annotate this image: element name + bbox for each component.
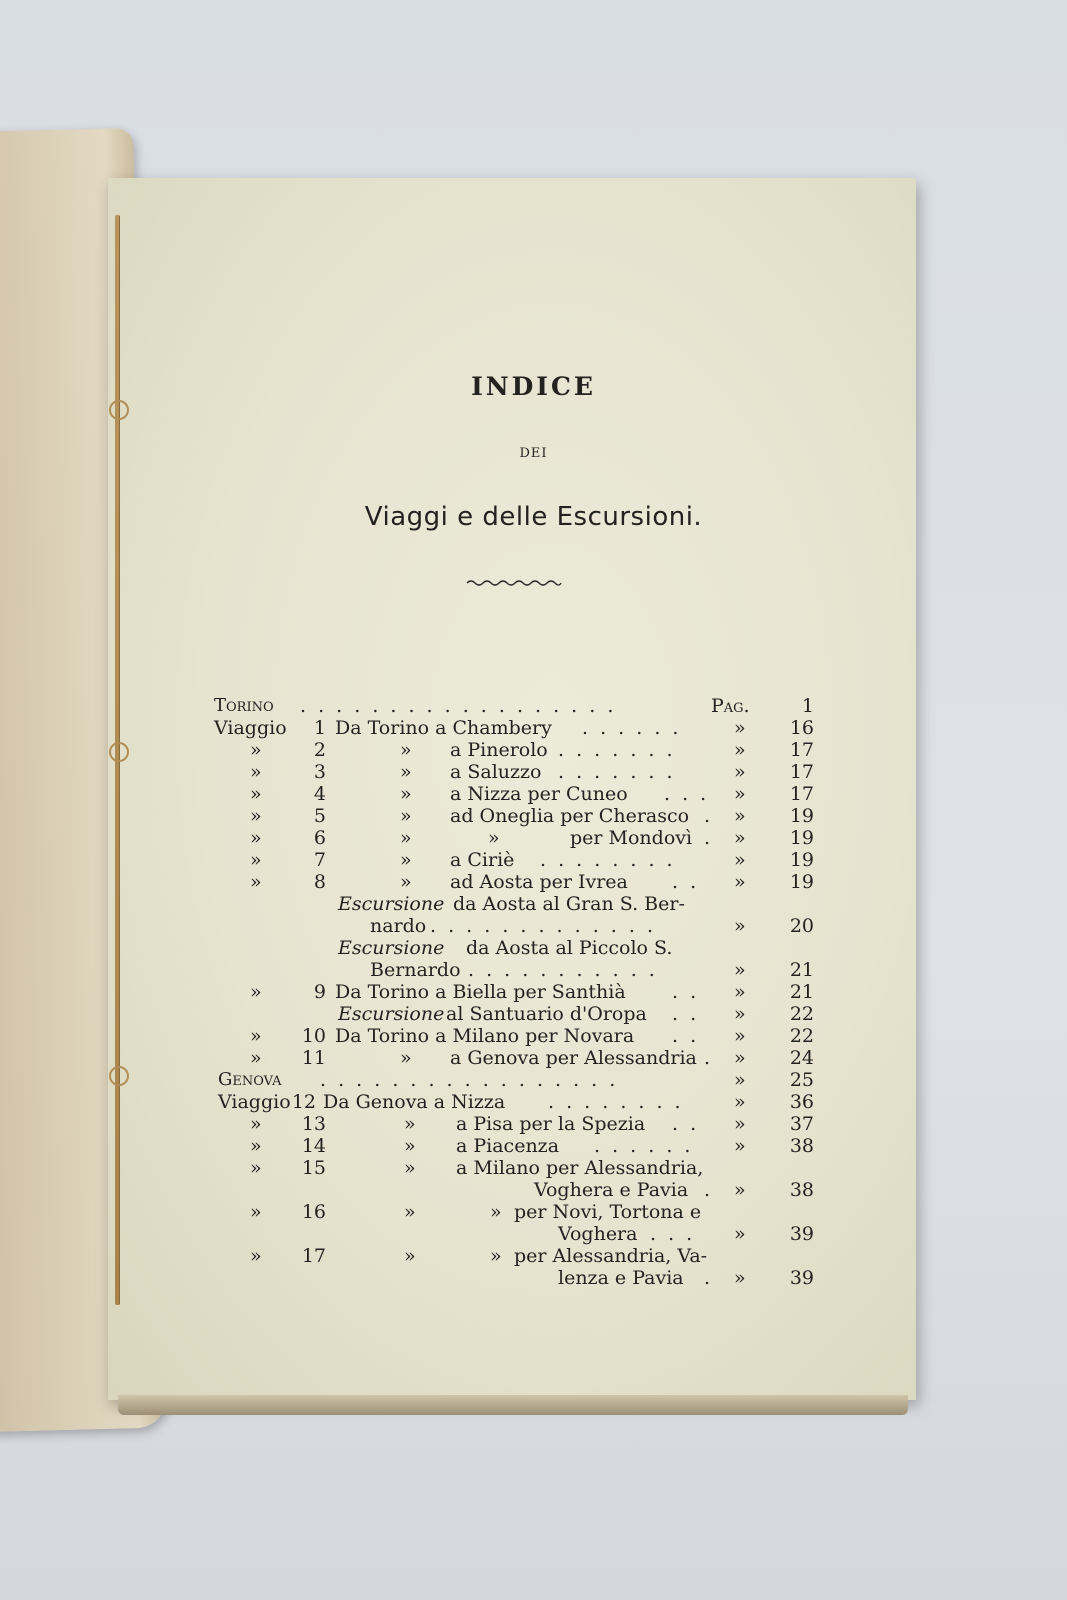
trip-text: a Nizza per Cuneo [450,783,628,805]
trip-number: 6 [313,827,326,849]
escursione-text: Bernardo [370,959,461,981]
ditto-mark: » [734,959,746,981]
ditto-mark: » [734,739,746,761]
ditto-mark: » [250,871,262,893]
ditto-mark: » [250,981,262,1003]
page-number: 25 [789,1069,814,1091]
ditto-mark: » [734,1223,746,1245]
ditto-mark: » [400,849,412,871]
trip-text: a Piacenza [456,1135,560,1157]
toc-row-v9 [0,981,1067,1003]
ditto-mark: » [400,1047,412,1069]
trip-text: a Genova per Alessandria [450,1047,697,1069]
toc-row-v3 [0,761,1067,783]
leader-dots: . . [672,1003,700,1025]
toc-row-v17 [0,1245,1067,1267]
page-number: 38 [789,1179,814,1201]
trip-number: 16 [301,1201,326,1223]
trip-text: Da Torino a Milano per Novara [335,1025,635,1047]
ditto-mark: » [250,739,262,761]
ditto-mark: » [404,1135,416,1157]
ditto-mark: » [734,849,746,871]
trip-number: 4 [313,783,326,805]
ditto-mark: » [404,1113,416,1135]
trip-number: 15 [301,1157,326,1179]
ditto-mark: » [400,739,412,761]
ditto-mark: » [400,761,412,783]
ditto-mark: » [734,981,746,1003]
trip-number: 2 [313,739,326,761]
toc-row-v16-cont [0,1223,1067,1245]
leader-dots: . . . . . . . . . . . . . . . . . . [300,695,617,717]
toc-row-torino [0,695,1067,717]
escursione-text: al Santuario d'Oropa [446,1003,647,1025]
escursione-text: nardo [370,915,427,937]
leader-dots: . [704,827,714,849]
page-number: 24 [789,1047,814,1069]
toc-row-v14 [0,1135,1067,1157]
ditto-mark: » [734,1091,746,1113]
ditto-mark: » [734,915,746,937]
trip-text: Da Torino a Chambery [335,717,552,739]
ditto-mark: » [734,761,746,783]
leader-dots: . . . [664,783,710,805]
page-number: 20 [789,915,814,937]
ditto-mark: » [250,1201,262,1223]
leader-dots: . . . . . . . . . . . [468,959,658,981]
ditto-mark: » [250,1025,262,1047]
viaggio-label: Viaggio [218,1091,291,1113]
toc-row-v2 [0,739,1067,761]
trip-text: Da Torino a Biella per Santhià [335,981,626,1003]
trip-text: a Milano per Alessandria, [456,1157,704,1179]
toc-row-v1 [0,717,1067,739]
ditto-mark: » [250,1157,262,1179]
ditto-mark: » [250,849,262,871]
leader-dots: . . [672,1113,700,1135]
ditto-mark: » [734,1179,746,1201]
ditto-mark: » [250,761,262,783]
toc-row-v12 [0,1091,1067,1113]
toc-row-escursione-3 [0,1003,1067,1025]
leader-dots: . [704,805,714,827]
escursione-label: Escursione [338,893,445,915]
ditto-mark: » [734,1047,746,1069]
toc-row-v4 [0,783,1067,805]
ditto-mark: » [734,783,746,805]
trip-text: per Mondovì [570,827,693,849]
ditto-mark: » [400,827,412,849]
toc-row-v15-cont [0,1179,1067,1201]
leader-dots: . . [672,981,700,1003]
toc-row-v6 [0,827,1067,849]
ditto-mark: » [250,1113,262,1135]
page-number: 16 [789,717,814,739]
leader-dots: . . . . . . . [558,761,676,783]
toc-row-escursione-1-cont [0,915,1067,937]
ditto-mark: » [250,827,262,849]
leader-dots: . . . [650,1223,696,1245]
ditto-mark: » [400,805,412,827]
page-number: 19 [789,805,814,827]
ditto-mark: » [734,717,746,739]
escursione-label: Escursione [338,937,445,959]
trip-number: 11 [301,1047,326,1069]
trip-text: a Saluzzo [450,761,542,783]
trip-text: per Alessandria, Va- [514,1245,708,1267]
ditto-mark: » [488,827,500,849]
trip-number: 12 [291,1091,316,1113]
ditto-mark: » [250,783,262,805]
trip-number: 1 [313,717,326,739]
toc-row-v7 [0,849,1067,871]
ditto-mark: » [734,805,746,827]
escursione-label: Escursione [338,1003,445,1025]
toc-row-v13 [0,1113,1067,1135]
ditto-mark: » [400,783,412,805]
page-number: 38 [789,1135,814,1157]
trip-text: lenza e Pavia [558,1267,684,1289]
leader-dots: . . [672,871,700,893]
trip-number: 5 [313,805,326,827]
leader-dots: . [704,1047,714,1069]
leader-dots: . . . . . . [594,1135,694,1157]
ditto-mark: » [250,1245,262,1267]
page-number: 22 [789,1003,814,1025]
toc-row-v17-cont [0,1267,1067,1289]
ditto-mark: » [734,871,746,893]
ditto-mark: » [490,1201,502,1223]
leader-dots: . [704,1179,714,1201]
ditto-mark: » [404,1201,416,1223]
leader-dots: . . [672,1025,700,1047]
trip-text: Voghera [558,1223,638,1245]
trip-number: 9 [313,981,326,1003]
trip-number: 8 [313,871,326,893]
leader-dots: . . . . . . . . . . . . . . . . . [320,1069,619,1091]
trip-text: a Ciriè [450,849,515,871]
toc-row-v5 [0,805,1067,827]
escursione-text: da Aosta al Gran S. Ber- [453,893,685,915]
ditto-mark: » [734,1069,746,1091]
toc-row-v11 [0,1047,1067,1069]
trip-number: 3 [313,761,326,783]
trip-text: Voghera e Pavia [534,1179,689,1201]
leader-dots: . . . . . . . . [540,849,676,871]
toc-row-escursione-2 [0,937,1067,959]
toc-row-v16 [0,1201,1067,1223]
leader-dots: . [704,1267,714,1289]
index-title: INDICE [471,372,596,401]
trip-text: per Novi, Tortona e [514,1201,702,1223]
index-dei: DEI [519,446,548,461]
toc-row-genova [0,1069,1067,1091]
escursione-text: da Aosta al Piccolo S. [466,937,673,959]
ditto-mark: » [734,1025,746,1047]
trip-number: 7 [313,849,326,871]
ditto-mark: » [250,1135,262,1157]
toc-row-v10 [0,1025,1067,1047]
pag-label: Pag. [711,695,750,717]
leader-dots: . . . . . . [582,717,682,739]
ditto-mark: » [734,1113,746,1135]
toc-row-v15 [0,1157,1067,1179]
trip-text: a Pisa per la Spezia [456,1113,646,1135]
trip-text: ad Aosta per Ivrea [450,871,628,893]
section-label: Genova [218,1069,282,1090]
trip-number: 14 [301,1135,326,1157]
toc-row-escursione-1 [0,893,1067,915]
trip-text: Da Genova a Nizza [323,1091,506,1113]
page-number: 19 [789,849,814,871]
toc-row-v8 [0,871,1067,893]
section-label: Torino [214,695,274,716]
page-number: 17 [789,783,814,805]
page-number: 19 [789,827,814,849]
trip-number: 13 [301,1113,326,1135]
page-number: 37 [789,1113,814,1135]
page-number: 39 [789,1267,814,1289]
trip-number: 17 [301,1245,326,1267]
page-number: 21 [789,959,814,981]
leader-dots: . . . . . . . . [548,1091,684,1113]
ditto-mark: » [734,1267,746,1289]
ditto-mark: » [404,1157,416,1179]
ditto-mark: » [734,1135,746,1157]
ditto-mark: » [734,1003,746,1025]
ditto-mark: » [250,805,262,827]
ditto-mark: » [250,1047,262,1069]
page-number: 17 [789,761,814,783]
page-number: 19 [789,871,814,893]
page-number: 22 [789,1025,814,1047]
page-number: 36 [789,1091,814,1113]
viaggio-label: Viaggio [214,717,287,739]
page-number: 1 [801,695,814,717]
leader-dots: . . . . . . . . . . . . . [430,915,656,937]
trip-number: 10 [301,1025,326,1047]
page-number: 17 [789,739,814,761]
leader-dots: . . . . . . . [558,739,676,761]
trip-text: a Pinerolo [450,739,548,761]
page-number: 39 [789,1223,814,1245]
trip-text: ad Oneglia per Cherasco [450,805,690,827]
index-subtitle: Viaggi e delle Escursioni. [364,502,703,532]
ditto-mark: » [404,1245,416,1267]
ditto-mark: » [490,1245,502,1267]
page-number: 21 [789,981,814,1003]
ditto-mark: » [400,871,412,893]
toc-row-escursione-2-cont [0,959,1067,981]
ditto-mark: » [734,827,746,849]
